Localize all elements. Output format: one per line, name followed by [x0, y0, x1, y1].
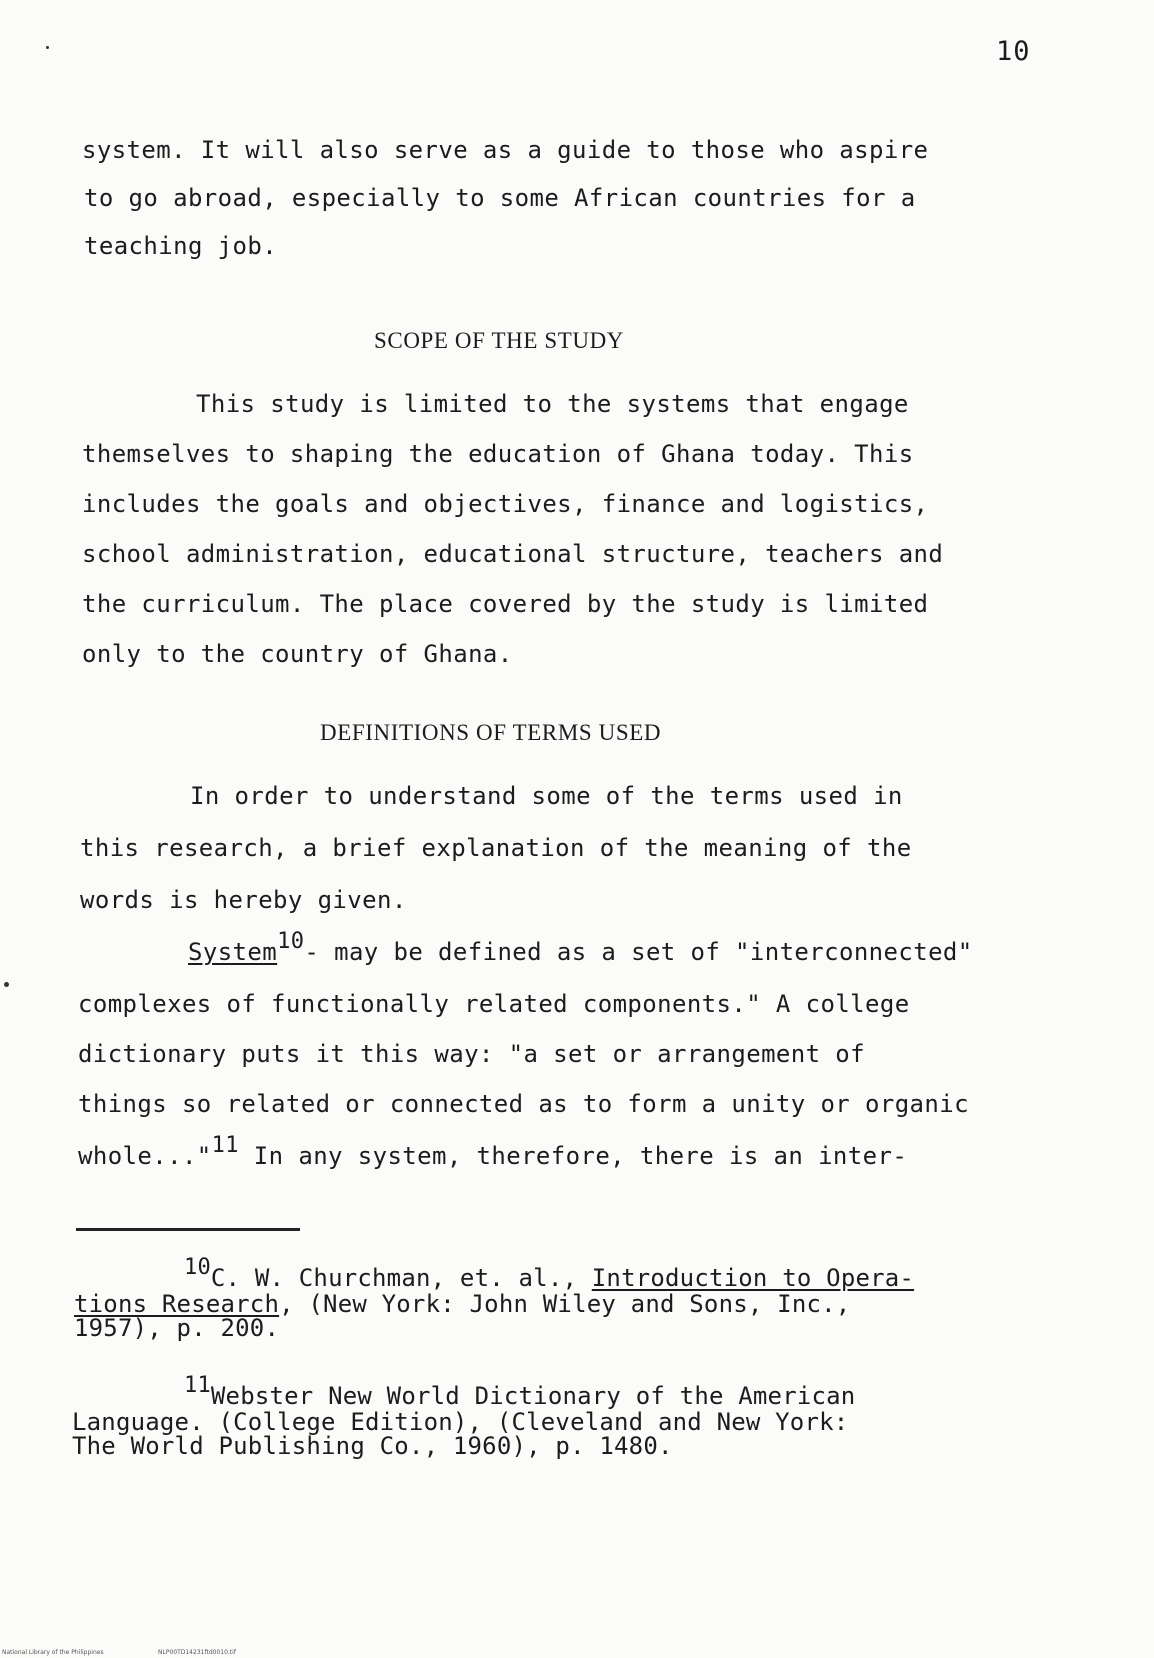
footnote-10-author: C. W. Churchman, et. al., [210, 1264, 592, 1292]
scan-filename: NLP00TD14231ftd0010.tif [158, 1649, 236, 1656]
system-term: System [188, 938, 278, 966]
scope-line-4: school administration, educational structure, teachers and [82, 540, 944, 568]
scope-line-1: This study is limited to the systems that engage [196, 390, 909, 418]
footnote-11-title: Webster New World Dictionary of the American [210, 1382, 856, 1410]
system-definition-line-5 [78, 1133, 908, 1170]
section-heading-definitions: DEFINITIONS OF TERMS USED [320, 720, 662, 745]
scan-speck [46, 46, 49, 49]
footnote-10-number: 10 [184, 1255, 211, 1280]
page-number: 10 [996, 36, 1031, 67]
definitions-line-3: words is hereby given. [80, 886, 407, 914]
library-stamp: National Library of the Philippines [2, 1649, 104, 1656]
footnote-10-title-part-1: Introduction to Opera- [591, 1264, 915, 1292]
system-definition-line-5-end: In any system, therefore, there is an inter- [238, 1142, 908, 1170]
intro-line-2: to go abroad, especially to some African countries for a [84, 184, 916, 212]
footnote-ref-10: 10 [277, 929, 305, 954]
footnote-11-line-1 [184, 1373, 856, 1410]
footnote-10-title-part-2: tions Research [74, 1290, 280, 1318]
footnote-ref-11: 11 [211, 1133, 239, 1158]
scope-line-2: themselves to shaping the education of Ghana today. This [82, 440, 914, 468]
scope-line-6: only to the country of Ghana. [82, 640, 513, 668]
system-definition-line-2: complexes of functionally related components." A college [78, 990, 910, 1018]
footnote-11-line-2: Language. (College Edition), (Cleveland and New York: [72, 1408, 849, 1436]
definitions-line-1: In order to understand some of the terms used in [190, 782, 903, 810]
intro-line-1: system. It will also serve as a guide to those who aspire [82, 136, 929, 164]
footnote-10-line-1 [184, 1255, 915, 1292]
intro-line-3: teaching job. [84, 232, 278, 260]
system-definition-line-1-rest: - may be defined as a set of "interconnected" [304, 938, 973, 966]
footnote-separator [76, 1228, 300, 1231]
system-definition-line-5-start: whole..." [78, 1142, 212, 1170]
scope-line-3: includes the goals and objectives, finance and logistics, [82, 490, 929, 518]
footnote-10-line-3: 1957), p. 200. [74, 1314, 280, 1342]
system-definition-line-1 [188, 929, 973, 966]
scan-speck [4, 982, 9, 987]
footnote-11-number: 11 [184, 1373, 211, 1398]
system-definition-line-4: things so related or connected as to form a unity or organic [78, 1090, 969, 1118]
scope-line-5: the curriculum. The place covered by the study is limited [82, 590, 929, 618]
footnote-10-publisher: , (New York: John Wiley and Sons, Inc., [279, 1290, 851, 1318]
system-definition-line-3: dictionary puts it this way: "a set or arrangement of [78, 1040, 866, 1068]
definitions-line-2: this research, a brief explanation of the meaning of the [80, 834, 912, 862]
footnote-11-line-3: The World Publishing Co., 1960), p. 1480. [72, 1432, 673, 1460]
section-heading-scope: SCOPE OF THE STUDY [374, 328, 624, 353]
